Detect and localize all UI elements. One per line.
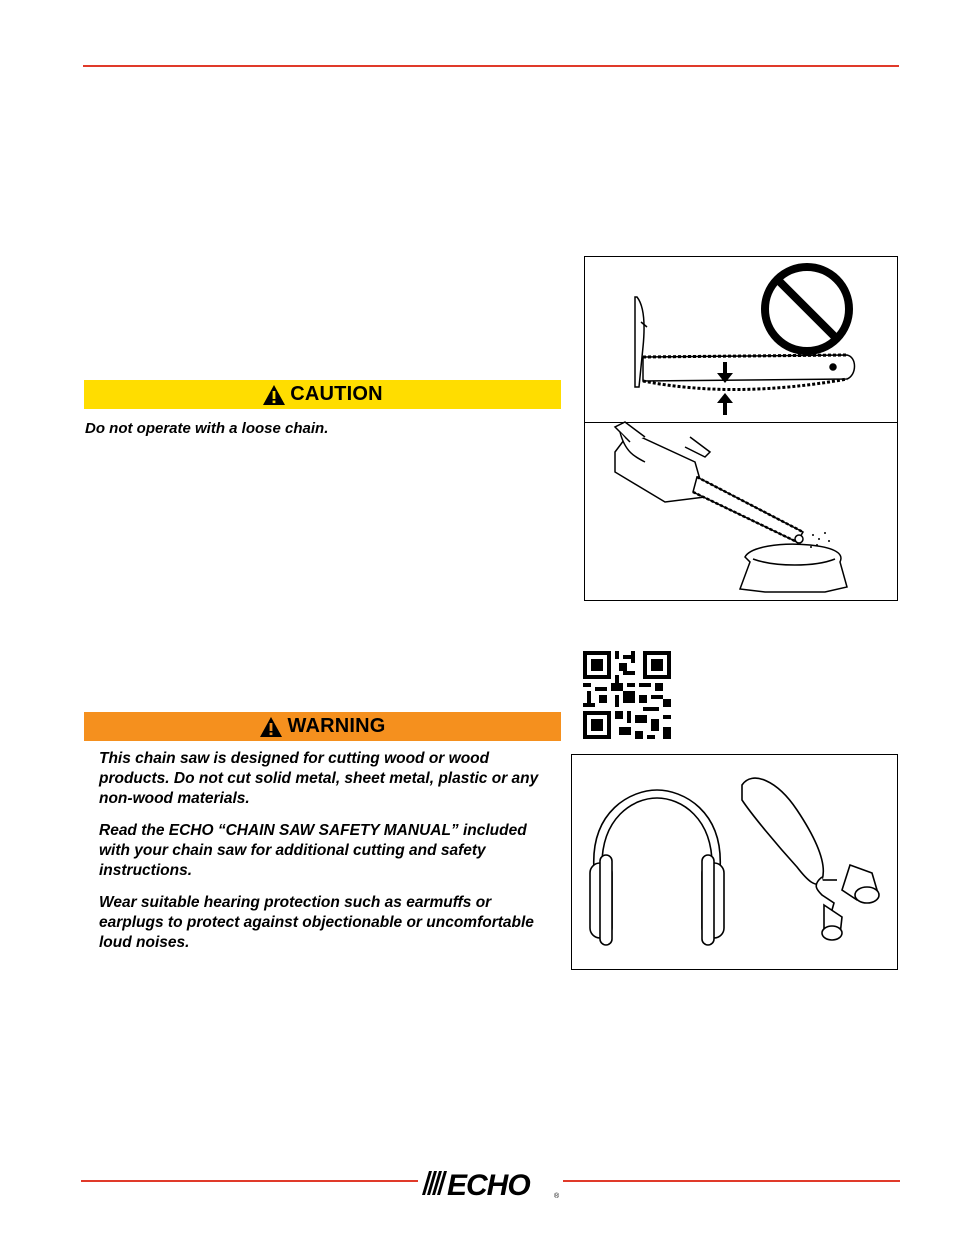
figure-divider <box>585 422 897 423</box>
warning-triangle-icon <box>259 716 283 738</box>
footer-rule-left <box>81 1180 418 1182</box>
chain-figure <box>584 256 898 601</box>
earmuffs-earplugs-illustration <box>572 755 897 969</box>
caution-text: Do not operate with a loose chain. <box>85 420 329 437</box>
warning-label: WARNING <box>287 715 386 737</box>
echo-logo <box>420 1165 562 1201</box>
caution-banner <box>84 380 561 409</box>
warning-body <box>99 749 559 965</box>
logo-text: ECHO <box>447 1169 530 1201</box>
warning-paragraph: Wear suitable hearing protection such as earmuffs or earplugs to protect against objectionable or uncomfortable loud noises. <box>99 894 534 951</box>
qr-code-icon <box>583 651 671 739</box>
warning-triangle-icon <box>262 384 286 406</box>
chain-illustration <box>585 257 897 600</box>
footer-rule-right <box>563 1180 900 1182</box>
hearing-protection-figure <box>571 754 898 970</box>
header-rule <box>83 65 899 67</box>
warning-paragraph: This chain saw is designed for cutting wood or wood products. Do not cut solid metal, sheet metal, plastic or any non-wood materials. <box>99 750 539 807</box>
warning-banner <box>84 712 561 741</box>
warning-paragraph: Read the ECHO “CHAIN SAW SAFETY MANUAL” included with your chain saw for additional cutting and safety instructions. <box>99 822 527 879</box>
caution-label: CAUTION <box>290 383 383 405</box>
registered-mark: ® <box>554 1193 560 1200</box>
